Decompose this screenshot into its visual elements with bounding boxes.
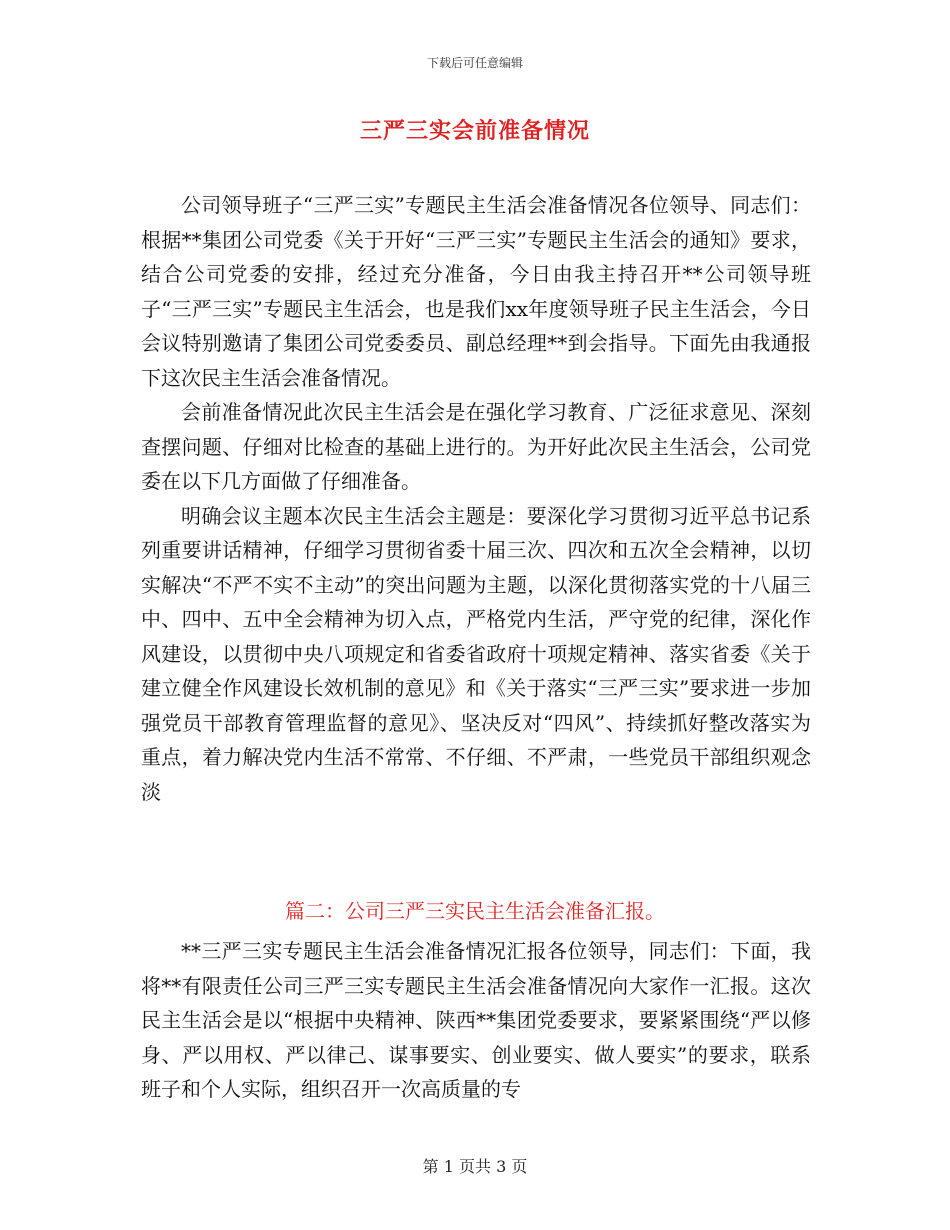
section-heading: 篇二：公司三严三实民主生活会准备汇报。 <box>285 899 665 923</box>
header-note: 下载后可任意编辑 <box>426 56 523 70</box>
paragraph-2: 会前准备情况此次民主生活会是在强化学习教育、广泛征求意见、深刻查摆问题、仔细对比检查的基础上进行的。为开好此次民主生活会，公司党委在以下几方面做了仔细准备。 <box>141 400 811 493</box>
section-2-body <box>141 934 811 1107</box>
section-2-paragraph-1: **三严三实专题民主生活会准备情况汇报各位领导，同志们：下面，我将**有限责任公司三严三实专题民主生活会准备情况向大家作一汇报。这次民主生活会是以“根据中央精神、陕西**集团党委要求，要紧紧围绕“严以修身、严以用权、严以律己、谋事要实、创业要实、做人要实”的要求，联系班子和个人实际，组织召开一次高质量的专 <box>141 939 811 1101</box>
document-body <box>141 188 811 809</box>
page-footer: 第 1 页共 3 页 <box>422 1157 528 1176</box>
document-title: 三严三实会前准备情况 <box>359 118 590 144</box>
paragraph-3: 明确会议主题本次民主生活会主题是：要深化学习贯彻习近平总书记系列重要讲话精神，仔细学习贯彻省委十届三次、四次和五次全会精神，以切实解决“不严不实不主动”的突出问题为主题，以深化贯彻落实党的十八届三中、四中、五中全会精神为切入点，严格党内生活，严守党的纪律，深化作风建设，以贯彻中央八项规定和省委省政府十项规定精神、落实省委《关于建立健全作风建设长效机制的意见》和《关于落实“三严三实”要求进一步加强党员干部教育管理监督的意见》、坚决反对“四风”、持续抓好整改落实为重点，着力解决党内生活不常常、不仔细、不严肃，一些党员干部组织观念淡 <box>141 503 811 804</box>
paragraph-1: 公司领导班子“三严三实”专题民主生活会准备情况各位领导、同志们：根据**集团公司党委《关于开好“三严三实”专题民主生活会的通知》要求，结合公司党委的安排，经过充分准备，今日由我主持召开**公司领导班子“三严三实”专题民主生活会，也是我们xx年度领导班子民主生活会，今日会议特别邀请了集团公司党委委员、副总经理**到会指导。下面先由我通报下这次民主生活会准备情况。 <box>141 193 811 390</box>
